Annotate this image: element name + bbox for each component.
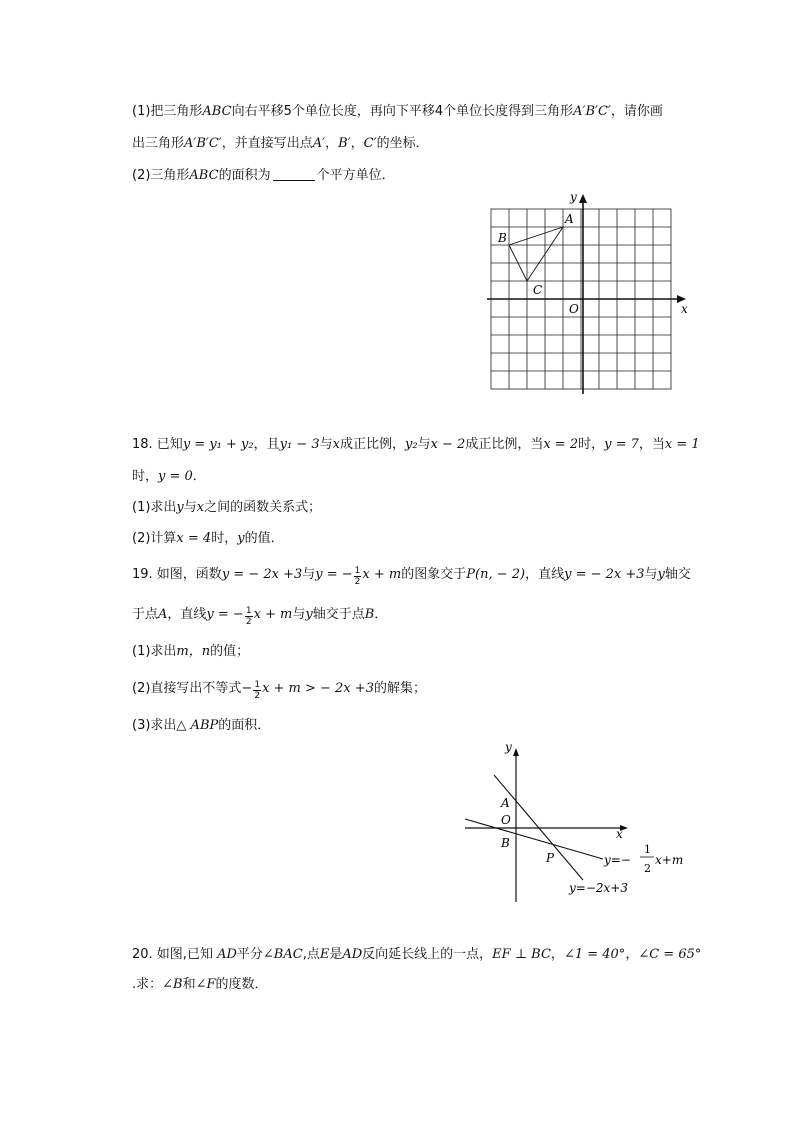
q19-line2 [132,606,387,627]
math-var: y₂ [404,437,418,452]
q19-line1 [132,566,691,587]
text: ，直线 [167,607,207,622]
math-angle: ∠BAC [262,947,303,962]
point-a-label: A [501,796,510,810]
math-abc: ABC [189,168,219,183]
line-y-neg-half-x-plus-m [465,819,603,859]
text: 与 [183,500,197,515]
text: 成正比例， [339,437,405,452]
text: 的值； [210,644,250,659]
y-axis-arrow [579,194,587,203]
origin-label: O [569,302,579,316]
math-c-prime: C′ [363,136,377,151]
math-a-prime: A′ [312,136,326,151]
text: ，当 [638,437,665,452]
text: 轴交 [664,567,691,582]
q19-part2 [132,680,426,701]
text: ，直线 [525,567,565,582]
line1-label-part2: x+m [655,853,684,867]
text: ，并直接写出点 [221,136,313,151]
text: 时， [211,531,238,546]
point-p-label: P [546,851,555,865]
math-eq: x + m [253,607,293,622]
math-angle: ∠B [162,977,183,992]
q20-line2 [132,976,268,994]
text: .求： [132,977,163,992]
math-angle: ∠1 = 40° [563,947,626,962]
q19-part1 [132,643,249,661]
math-angle: ∠F [195,977,216,992]
text: 平分 [236,947,263,962]
text: (2)三角形 [132,168,190,183]
text: 18. 已知 [132,437,183,452]
math-eq: x = 4 [176,531,212,546]
text: 的图象交于 [401,567,467,582]
math-var: y [305,607,313,622]
fraction-numerator: 1 [245,606,252,616]
math-eq: y = 0 [158,469,193,484]
text: ． [192,469,206,484]
line1-label-denominator: 2 [644,862,651,875]
line2-label: y=−2x+3 [569,881,628,895]
math-abc-prime: A′B′C′ [184,136,222,151]
text: ，请你画 [610,104,663,119]
math-perp: EF ⊥ BC [492,947,551,962]
math-angle: ∠C = 65° [638,947,702,962]
text: 的面积． [218,718,271,733]
text: 于点 [132,607,159,622]
text: ，且 [253,437,280,452]
q18-line1 [132,436,700,454]
y-axis-label: y [505,740,512,754]
answer-blank[interactable] [273,168,315,181]
fraction-numerator: 1 [354,566,361,576]
text: 之间的函数关系式； [204,500,322,515]
math-var: E [319,947,330,962]
q18-part1 [132,499,321,517]
text: 与 [292,607,306,622]
origin-label: O [501,813,511,827]
line1-label-part1: y=− [604,853,631,867]
q18-line2 [132,468,206,486]
fraction-denominator: 2 [254,691,261,701]
q19-function-figure [458,736,698,906]
math-var: A [158,607,168,622]
math-var: m，n [176,644,211,659]
q17-part1-line1 [132,103,663,121]
math-eq: y = − 2x +3 [221,567,303,582]
math-eq: x + m [362,567,402,582]
math-triangle: △ ABP [176,718,219,733]
text: 轴交于点 [312,607,365,622]
point-a-label: A [565,212,574,226]
text: 与 [302,567,316,582]
text: (1)把三角形 [132,104,203,119]
math-abc: ABC [202,104,232,119]
math-eq: y = − [206,607,244,622]
text: ,点 [302,947,320,962]
text: 个平方单位． [316,168,395,183]
math-var: y [176,500,184,515]
text: 与 [644,567,658,582]
text: 时， [132,469,159,484]
text: 的坐标． [376,136,429,151]
math-var: AD [342,947,363,962]
triangle-abc [509,227,563,281]
math-var: B [364,607,375,622]
fraction-half [354,566,362,587]
fraction-half [253,680,261,701]
text: 成正比例，当 [465,437,544,452]
q18-part2 [132,530,284,548]
text: (1)求出 [132,500,177,515]
text: ， [625,947,639,962]
text: 的解集； [373,681,426,696]
text: ， [350,136,364,151]
text: ． [374,607,388,622]
y-axis-label: y [570,190,577,204]
text: 时， [578,437,605,452]
q20-line1 [132,946,701,964]
text: 19. 如图，函数 [132,567,222,582]
text: 与 [417,437,431,452]
math-eq: x + m > − 2x +3 [262,681,374,696]
q17-part2 [132,167,395,185]
math-b-prime: B′ [338,136,351,151]
math-var: y [237,531,245,546]
fraction-denominator: 2 [245,617,252,627]
q17-grid-figure [482,190,694,398]
fraction-denominator: 2 [354,577,361,587]
math-eq: x = 2 [543,437,579,452]
text: 的值． [244,531,284,546]
math-eq: − [241,681,253,696]
text: 向右平移5个单位长度，再向下平移4个单位长度得到三角形 [231,104,574,119]
q19-part3 [132,717,270,735]
math-var: y [657,567,665,582]
fraction-half [245,606,253,627]
math-eq: x = 1 [664,437,700,452]
text: 和 [182,977,196,992]
y-axis-arrow [513,748,519,756]
text: 出三角形 [132,136,185,151]
point-b-label: B [498,231,507,245]
text: (2)直接写出不等式 [132,681,242,696]
text: 的度数． [215,977,268,992]
x-axis-label: x [616,827,623,841]
math-var: AD [217,947,237,962]
text: (3)求出 [132,718,177,733]
math-eq: y = y₁ + y₂ [182,437,254,452]
math-abc-prime: A′B′C′ [573,104,611,119]
math-eq: y₁ − 3 [279,437,320,452]
text: (2)计算 [132,531,177,546]
text: 反向延长线上的一点， [362,947,493,962]
point-b-label: B [501,836,510,850]
x-axis-label: x [681,302,688,316]
math-point: P(n, − 2) [466,567,526,582]
math-eq: y = − 2x +3 [564,567,645,582]
math-eq: y = 7 [604,437,639,452]
text: 是 [329,947,343,962]
math-var: x [332,437,340,452]
line1-label-numerator: 1 [644,843,651,856]
math-var: x [196,500,205,515]
math-eq: y = − [315,567,353,582]
text: 的面积为 [218,168,271,183]
point-c-label: C [533,283,543,297]
text: 与 [319,437,333,452]
q17-part1-line2 [132,135,429,153]
text: ， [325,136,339,151]
fraction-numerator: 1 [254,680,261,690]
math-eq: x − 2 [430,437,466,452]
text: (1)求出 [132,644,177,659]
text: ， [550,947,564,962]
text: 20. 如图,已知 [132,947,218,962]
